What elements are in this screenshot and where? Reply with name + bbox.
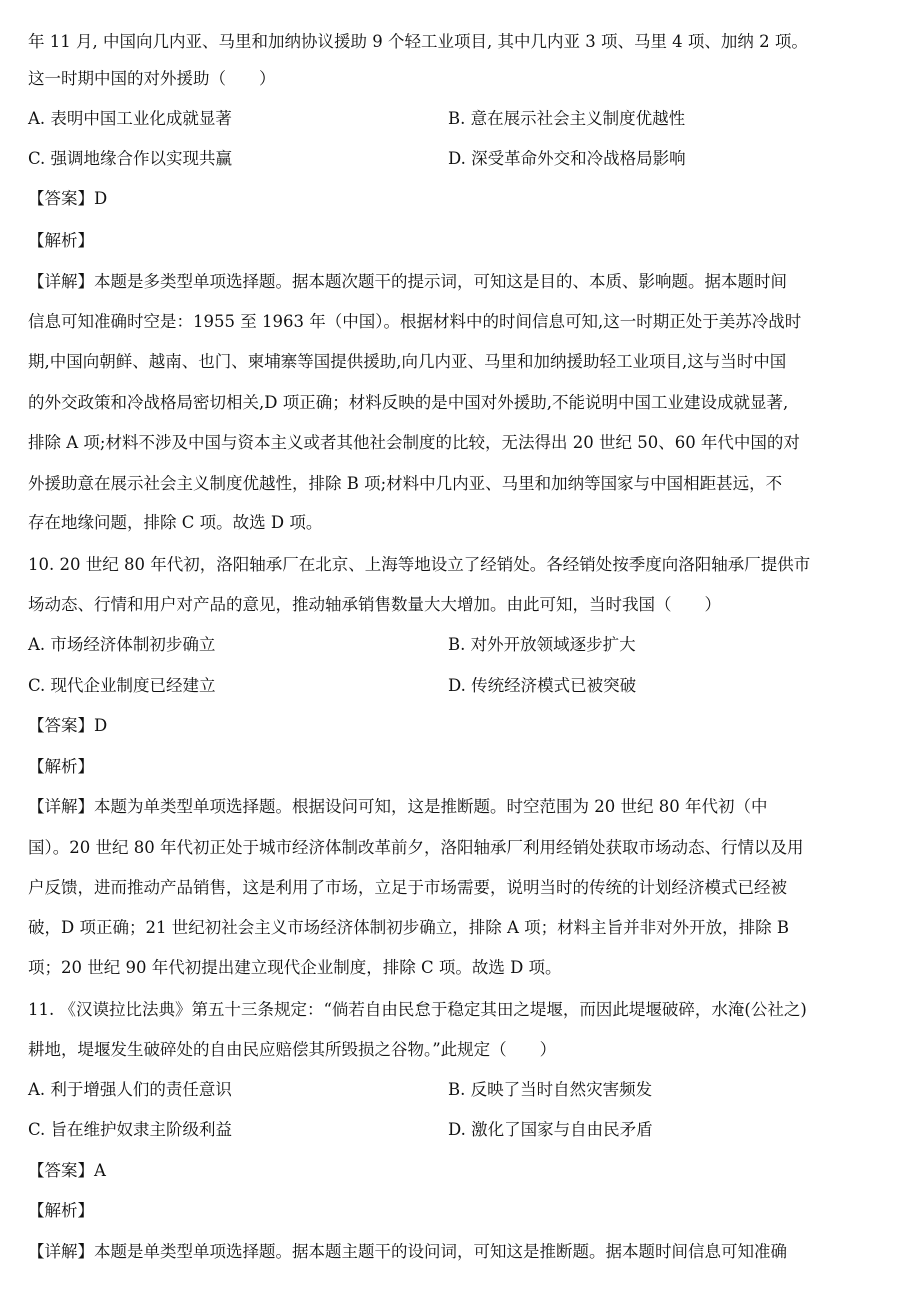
q9-detail-line-6: 外援助意在展示社会主义制度优越性，排除 B 项;材料中几内亚、马里和加纳等国家与中国相距甚远，不 — [28, 474, 783, 493]
q9-detail-line-1: 【详解】本题是多类型单项选择题。据本题次题干的提示词，可知这是目的、本质、影响题。据本题时间 — [28, 272, 787, 291]
q11-option-b: B. 反映了当时自然灾害频发 — [448, 1080, 653, 1099]
q9-option-b: B. 意在展示社会主义制度优越性 — [448, 109, 686, 128]
q10-detail-line-5: 项；20 世纪 90 年代初提出建立现代企业制度，排除 C 项。故选 D 项。 — [28, 958, 562, 977]
q10-detail-line-2: 国）。20 世纪 80 年代初正处于城市经济体制改革前夕，洛阳轴承厂利用经销处获取市场动态、行情以及用 — [28, 838, 804, 857]
q10-option-b: B. 对外开放领域逐步扩大 — [448, 635, 636, 654]
q10-answer: 【答案】D — [28, 716, 108, 735]
q11-stem-line-2: 耕地，堤堰发生破碎处的自由民应赔偿其所毁损之谷物。”此规定（ ） — [28, 1040, 557, 1059]
q10-stem-line-1: 10. 20 世纪 80 年代初，洛阳轴承厂在北京、上海等地设立了经销处。各经销处按季度向洛阳轴承厂提供市 — [28, 555, 811, 574]
q10-detail-line-1: 【详解】本题为单类型单项选择题。根据设问可知，这是推断题。时空范围为 20 世纪 80 年代初（中 — [28, 797, 768, 816]
q11-option-a: A. 利于增强人们的责任意识 — [28, 1080, 232, 1099]
q11-option-c: C. 旨在维护奴隶主阶级利益 — [28, 1120, 233, 1139]
q10-analysis-label: 【解析】 — [28, 757, 94, 776]
q10-option-c: C. 现代企业制度已经建立 — [28, 676, 216, 695]
q10-option-a: A. 市场经济体制初步确立 — [28, 635, 216, 654]
q10-stem-line-2: 场动态、行情和用户对产品的意见，推动轴承销售数量大大增加。由此可知，当时我国（ ） — [28, 595, 721, 614]
q10-option-d: D. 传统经济模式已被突破 — [448, 676, 637, 695]
q9-answer: 【答案】D — [28, 189, 108, 208]
q9-detail-line-7: 存在地缘问题，排除 C 项。故选 D 项。 — [28, 513, 323, 532]
q10-detail-line-4: 破，D 项正确；21 世纪初社会主义市场经济体制初步确立，排除 A 项；材料主旨并非对外开放，排除 B — [28, 918, 789, 937]
q9-option-d: D. 深受革命外交和冷战格局影响 — [448, 149, 686, 168]
q11-detail-line-1: 【详解】本题是单类型单项选择题。据本题主题干的设问词，可知这是推断题。据本题时间信息可知准确 — [28, 1242, 787, 1261]
q11-analysis-label: 【解析】 — [28, 1201, 94, 1220]
q9-stem-line-2: 这一时期中国的对外援助（ ） — [28, 69, 276, 88]
q9-detail-line-5: 排除 A 项;材料不涉及中国与资本主义或者其他社会制度的比较，无法得出 20 世纪 50、60 年代中国的对 — [28, 433, 800, 452]
q9-option-a: A. 表明中国工业化成就显著 — [28, 109, 232, 128]
q9-stem-line-1: 年 11 月, 中国向几内亚、马里和加纳协议援助 9 个轻工业项目, 其中几内亚 3 项、马里 4 项、加纳 2 项。 — [28, 32, 808, 51]
q9-option-c: C. 强调地缘合作以实现共赢 — [28, 149, 233, 168]
q9-detail-line-3: 期,中国向朝鲜、越南、也门、柬埔寨等国提供援助,向几内亚、马里和加纳援助轻工业项目,这与当时中国 — [28, 352, 787, 371]
q11-answer: 【答案】A — [28, 1161, 106, 1180]
q9-analysis-label: 【解析】 — [28, 231, 94, 250]
q9-detail-line-2: 信息可知准确时空是：1955 至 1963 年（中国）。根据材料中的时间信息可知,这一时期正处于美苏冷战时 — [28, 312, 802, 331]
q10-detail-line-3: 户反馈，进而推动产品销售，这是利用了市场，立足于市场需要，说明当时的传统的计划经济模式已经被 — [28, 878, 787, 897]
q9-detail-line-4: 的外交政策和冷战格局密切相关,D 项正确；材料反映的是中国对外援助,不能说明中国工业建设成就显著, — [28, 393, 789, 412]
q11-option-d: D. 激化了国家与自由民矛盾 — [448, 1120, 653, 1139]
q11-stem-line-1: 11. 《汉谟拉比法典》第五十三条规定：“倘若自由民怠于稳定其田之堤堰，而因此堤堰破碎，水淹(公社之) — [28, 1000, 807, 1019]
